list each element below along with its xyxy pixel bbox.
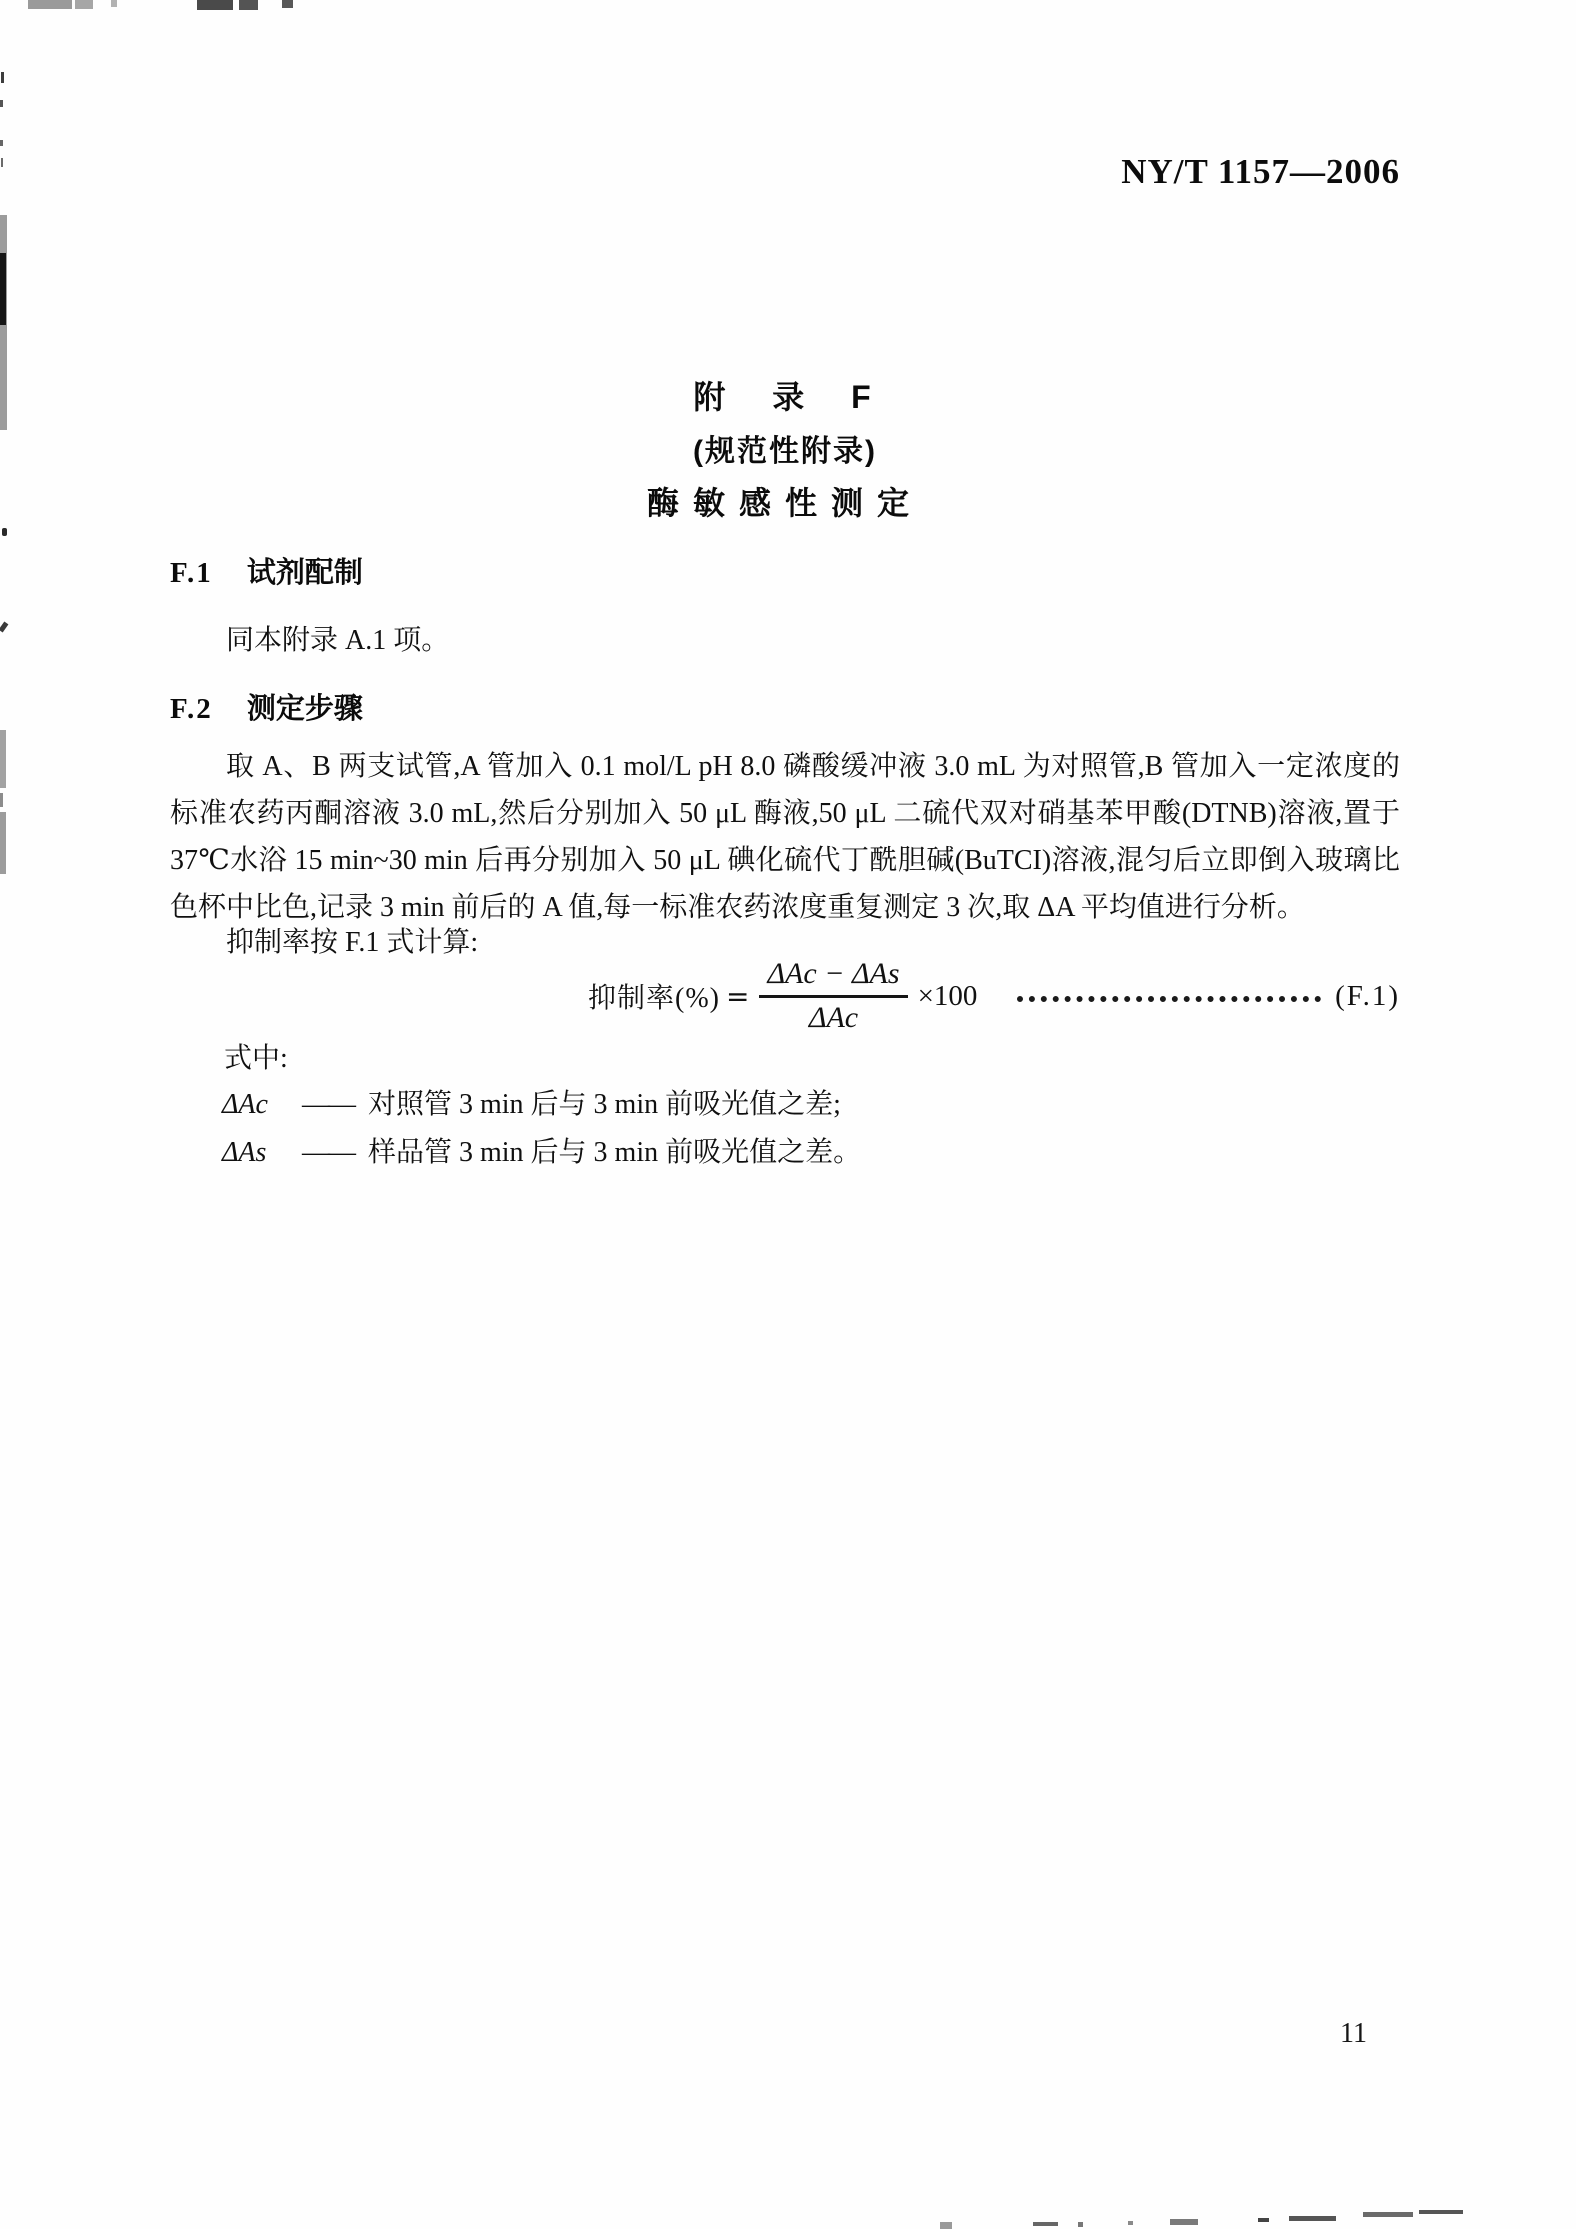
scan-artifact-bottom — [940, 2222, 952, 2229]
appendix-subtitle-normative: (规范性附录) — [693, 435, 877, 468]
scan-artifact-left — [0, 140, 3, 146]
fraction-denominator: ΔAc — [808, 1000, 859, 1034]
appendix-title: 附 录 F — [693, 379, 877, 415]
scan-artifact-left — [0, 621, 8, 632]
section-f1-number: F.1 — [170, 557, 213, 589]
appendix-subject-title: 酶敏感性测定 — [646, 485, 923, 521]
scan-artifact-left — [0, 253, 6, 325]
scan-artifact-bottom — [1419, 2210, 1463, 2214]
procedure-paragraph-line: 标准农药丙酮溶液 3.0 mL,然后分别加入 50 μL 酶液,50 μL 二硫代双对硝基苯甲酸(DTNB)溶液,置于 — [170, 798, 1400, 829]
formula-fraction — [759, 957, 907, 1035]
scan-artifact-bottom — [1078, 2222, 1083, 2227]
section-f2-number: F.2 — [170, 693, 213, 725]
formula-f1 — [170, 948, 1400, 1044]
formula-label: (F.1) — [1335, 979, 1400, 1012]
scan-artifact-bottom — [1363, 2212, 1413, 2217]
dot-leader — [1017, 996, 1321, 1002]
symbol-delta-ac: ΔAc — [222, 1089, 268, 1120]
scan-artifact-left — [2, 528, 7, 536]
definition-text: 对照管 3 min 后与 3 min 前吸光值之差; — [368, 1089, 841, 1120]
definition-text: 样品管 3 min 后与 3 min 前吸光值之差。 — [368, 1137, 862, 1168]
section-f1-body: 同本附录 A.1 项。 — [226, 625, 450, 656]
scan-artifact-top — [28, 0, 72, 9]
page-number: 11 — [1340, 2018, 1367, 2049]
standard-code: NY/T 1157—2006 — [1121, 152, 1400, 191]
where-label: 式中: — [224, 1043, 288, 1074]
scan-artifact-bottom — [1128, 2221, 1133, 2225]
scan-artifact-left — [0, 100, 3, 107]
fraction-numerator: ΔAc − ΔAs — [759, 957, 907, 998]
symbol-delta-as: ΔAs — [222, 1137, 267, 1168]
scan-artifact-left — [0, 793, 3, 807]
scan-artifact-top — [282, 0, 293, 8]
definition-dash: —— — [302, 1089, 354, 1120]
procedure-paragraph-line: 取 A、B 两支试管,A 管加入 0.1 mol/L pH 8.0 磷酸缓冲液 3.0 mL 为对照管,B 管加入一定浓度的 — [226, 751, 1400, 782]
symbol-definition — [222, 1082, 841, 1122]
scan-artifact-bottom — [1289, 2216, 1336, 2221]
equals-sign: = — [725, 979, 750, 1013]
scan-artifact-bottom — [1258, 2218, 1269, 2222]
section-f2-title: 测定步骤 — [246, 693, 363, 725]
section-f2-heading — [170, 686, 363, 727]
scan-artifact-top — [197, 0, 233, 10]
scan-artifact-bottom — [1170, 2219, 1198, 2225]
procedure-paragraph-line: 色杯中比色,记录 3 min 前后的 A 值,每一标准农药浓度重复测定 3 次,取 ΔA 平均值进行分析。 — [170, 892, 1305, 923]
scan-artifact-left — [1, 158, 3, 167]
formula-expression — [588, 957, 977, 1035]
procedure-paragraph-line: 37℃水浴 15 min~30 min 后再分别加入 50 μL 碘化硫代丁酰胆碱(BuTCI)溶液,混匀后立即倒入玻璃比 — [170, 845, 1400, 876]
scan-artifact-left — [0, 730, 6, 788]
scan-artifact-top — [75, 0, 93, 9]
formula-intro-line: 抑制率按 F.1 式计算: — [226, 927, 479, 958]
scan-artifact-top — [111, 0, 117, 7]
section-f1-heading — [170, 550, 363, 591]
formula-multiplier: ×100 — [917, 979, 978, 1012]
scan-artifact-top — [239, 0, 258, 10]
section-f1-title: 试剂配制 — [246, 557, 363, 589]
scan-artifact-left — [1, 72, 4, 83]
formula-lhs: 抑制率(%) — [588, 983, 720, 1014]
symbol-definition — [222, 1130, 861, 1170]
scan-artifact-bottom — [1033, 2222, 1058, 2226]
scan-artifact-left — [0, 812, 6, 874]
definition-dash: —— — [302, 1137, 354, 1168]
